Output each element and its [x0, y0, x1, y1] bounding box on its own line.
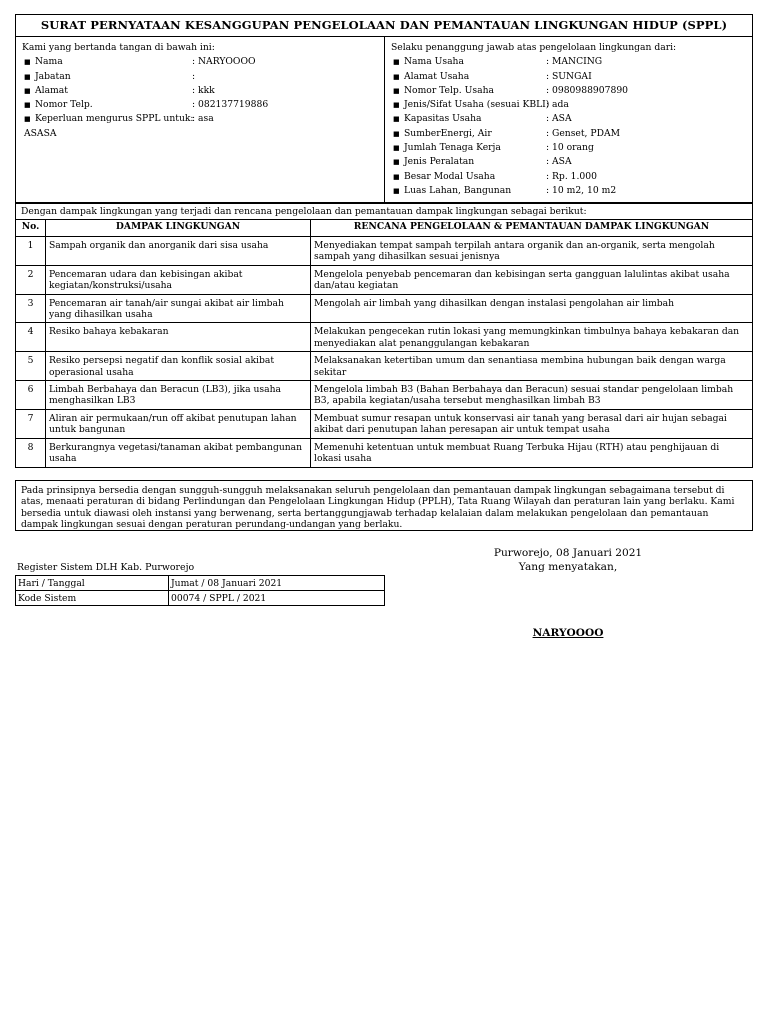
register-title: Register Sistem DLH Kab. Purworejo [17, 562, 195, 573]
bullet-icon: ■ [24, 58, 31, 67]
row-impact: Sampah organik dan anorganik dari sisa usaha [46, 237, 311, 266]
field-value: : [192, 70, 196, 82]
business-field-tenaga-kerja [391, 141, 752, 155]
signature-place-date: Purworejo, 08 Januari 2021 [493, 547, 643, 559]
bullet-icon: ■ [393, 172, 400, 181]
field-value: : MANCING [546, 56, 603, 68]
business-field-luas-lahan [391, 184, 752, 198]
signature-name: NARYOOOO [532, 627, 604, 639]
row-plan: Membuat sumur resapan untuk konservasi air tanah yang berasal dari air hujan sebagai akibat dari penutupan lahan peresapan air untuk tempat usaha [311, 409, 753, 438]
row-impact: Limbah Berbahaya dan Beracun (LB3), jika usaha menghasilkan LB3 [46, 381, 311, 410]
signature-block [455, 546, 681, 574]
business-field-kapasitas [391, 112, 752, 126]
field-value: : 0980988907890 [546, 84, 629, 96]
row-number: 8 [16, 438, 46, 467]
business-heading: Selaku penanggung jawab atas pengelolaan lingkungan dari: [391, 42, 677, 53]
statement-paragraph: Pada prinsipnya bersedia dengan sungguh-sungguh melaksanakan seluruh pengelolaan dan pemantauan dampak lingkungan sebagaimana tersebut di atas, menaati peraturan di bidang Perlindungan dan Pengelolaan Lingkungan Hidup (PPLH), Tata Ruang Wilayah dan peraturan lain yang berlaku. Kami bersedia untuk diawasi oleh instansi yang berwenang, serta bertanggungjawab terhadap kelalaian dalam melakukan pengelolaan dan pemantauan dampak lingkungan sesuai dengan peraturan perundang-undangan yang berlaku. [15, 480, 753, 531]
field-value: : 10 m2, 10 m2 [546, 184, 617, 196]
field-value: : ada [546, 99, 569, 111]
field-label: Nomor Telp. [35, 99, 93, 111]
register-table [15, 575, 385, 606]
bullet-icon: ■ [24, 86, 31, 95]
field-label: Nomor Telp. Usaha [404, 84, 494, 96]
business-panel [385, 37, 752, 202]
declarant-field-jabatan [22, 70, 384, 84]
field-value: : asa [192, 113, 214, 125]
row-impact: Berkurangnya vegetasi/tanaman akibat pembangunan usaha [46, 438, 311, 467]
register-value: Jumat / 08 Januari 2021 [169, 576, 385, 591]
bullet-icon: ■ [393, 72, 400, 81]
bullet-icon: ■ [393, 101, 400, 110]
row-plan: Menyediakan tempat sampah terpilah antara organik dan an-organik, serta mengolah sampah yang dihasilkan sesuai jenisnya [311, 237, 753, 266]
table-row [16, 323, 753, 352]
business-field-telp-usaha [391, 84, 752, 98]
table-row [16, 409, 753, 438]
field-value: : NARYOOOO [192, 56, 256, 68]
register-key: Hari / Tanggal [16, 576, 169, 591]
table-row [16, 265, 753, 294]
field-label: Alamat [35, 84, 68, 96]
business-field-alamat-usaha [391, 70, 752, 84]
row-plan: Melaksanakan ketertiban umum dan senantiasa membina hubungan baik dengan warga sekitar [311, 352, 753, 381]
declarant-field-keperluan [22, 112, 384, 126]
field-label: Nama [35, 56, 63, 68]
bullet-icon: ■ [393, 129, 400, 138]
field-value: : Rp. 1.000 [546, 170, 597, 182]
row-plan: Melakukan pengecekan rutin lokasi yang memungkinkan timbulnya bahaya kebakaran dan menyediakan alat penanggulangan kebakaran [311, 323, 753, 352]
header-impact: DAMPAK LINGKUNGAN [46, 220, 311, 237]
row-plan: Mengolah air limbah yang dihasilkan dengan instalasi pengolahan air limbah [311, 294, 753, 323]
header-plan: RENCANA PENGELOLAAN & PEMANTAUAN DAMPAK LINGKUNGAN [311, 220, 753, 237]
field-label: Kapasitas Usaha [404, 113, 482, 125]
field-label: Jenis Peralatan [404, 156, 475, 168]
register-value: 00074 / SPPL / 2021 [169, 591, 385, 606]
business-field-jenis-usaha [391, 98, 752, 112]
row-number: 5 [16, 352, 46, 381]
field-label: Jenis/Sifat Usaha (sesuai KBLI) [404, 99, 550, 111]
header-no: No. [16, 220, 46, 237]
document-title: SURAT PERNYATAAN KESANGGUPAN PENGELOLAAN DAN PEMANTAUAN LINGKUNGAN HIDUP (SPPL) [15, 14, 753, 37]
field-label: Jabatan [35, 70, 71, 82]
row-number: 1 [16, 237, 46, 266]
bullet-icon: ■ [393, 186, 400, 195]
field-label: Luas Lahan, Bangunan [404, 184, 512, 196]
bullet-icon: ■ [393, 86, 400, 95]
field-value: : 082137719886 [192, 99, 269, 111]
row-impact: Aliran air permukaan/run off akibat penutupan lahan untuk bangunan [46, 409, 311, 438]
field-value: : kkk [192, 84, 215, 96]
field-value: : ASA [546, 156, 572, 168]
row-impact: Resiko persepsi negatif dan konflik sosial akibat operasional usaha [46, 352, 311, 381]
business-field-peralatan [391, 155, 752, 169]
row-plan: Mengelola penyebab pencemaran dan kebisingan serta gangguan lalulintas akibat usaha dan/atau kegiatan [311, 265, 753, 294]
impact-table [15, 219, 753, 468]
field-value: : ASA [546, 113, 572, 125]
field-label: Alamat Usaha [404, 70, 470, 82]
declarant-field-telp [22, 98, 384, 112]
bullet-icon: ■ [393, 115, 400, 124]
field-label: SumberEnergi, Air [404, 127, 492, 139]
row-number: 7 [16, 409, 46, 438]
row-impact: Pencemaran udara dan kebisingan akibat kegiatan/konstruksi/usaha [46, 265, 311, 294]
declarant-extra-note: ASASA [24, 127, 57, 139]
bullet-icon: ■ [393, 158, 400, 167]
row-number: 2 [16, 265, 46, 294]
field-label: Besar Modal Usaha [404, 170, 496, 182]
bullet-icon: ■ [24, 115, 31, 124]
table-row [16, 352, 753, 381]
row-impact: Resiko bahaya kebakaran [46, 323, 311, 352]
declarant-heading: Kami yang bertanda tangan di bawah ini: [22, 42, 215, 53]
field-value: : SUNGAI [546, 70, 592, 82]
identity-section [15, 36, 753, 203]
register-row-date [16, 576, 385, 591]
table-row [16, 237, 753, 266]
bullet-icon: ■ [24, 72, 31, 81]
table-row [16, 381, 753, 410]
table-row [16, 438, 753, 467]
row-impact: Pencemaran air tanah/air sungai akibat air limbah yang dihasilkan usaha [46, 294, 311, 323]
declarant-field-alamat [22, 84, 384, 98]
bullet-icon: ■ [393, 58, 400, 67]
declarant-field-nama [22, 55, 384, 69]
signature-caption: Yang menyatakan, [518, 561, 618, 573]
business-field-modal [391, 170, 752, 184]
row-number: 3 [16, 294, 46, 323]
bullet-icon: ■ [24, 101, 31, 110]
row-plan: Mengelola limbah B3 (Bahan Berbahaya dan Beracun) sesuai standar pengelolaan limbah B3, apabila kegiatan/usaha tersebut menghasilkan limbah B3 [311, 381, 753, 410]
field-label: Jumlah Tenaga Kerja [404, 142, 501, 154]
business-field-sumber-energi [391, 127, 752, 141]
field-value: : Genset, PDAM [546, 127, 620, 139]
declarant-panel [16, 37, 385, 202]
register-row-code [16, 591, 385, 606]
impact-intro: Dengan dampak lingkungan yang terjadi dan rencana pengelolaan dan pemantauan dampak lingkungan sebagai berikut: [15, 203, 753, 220]
register-key: Kode Sistem [16, 591, 169, 606]
table-row [16, 294, 753, 323]
business-field-nama-usaha [391, 55, 752, 69]
field-label: Nama Usaha [404, 56, 464, 68]
row-number: 6 [16, 381, 46, 410]
row-number: 4 [16, 323, 46, 352]
bullet-icon: ■ [393, 144, 400, 153]
field-label: Keperluan mengurus SPPL untuk: [35, 113, 194, 125]
row-plan: Memenuhi ketentuan untuk membuat Ruang Terbuka Hijau (RTH) atau penghijauan di lokasi usaha [311, 438, 753, 467]
field-value: : 10 orang [546, 142, 594, 154]
impact-table-header [16, 220, 753, 237]
